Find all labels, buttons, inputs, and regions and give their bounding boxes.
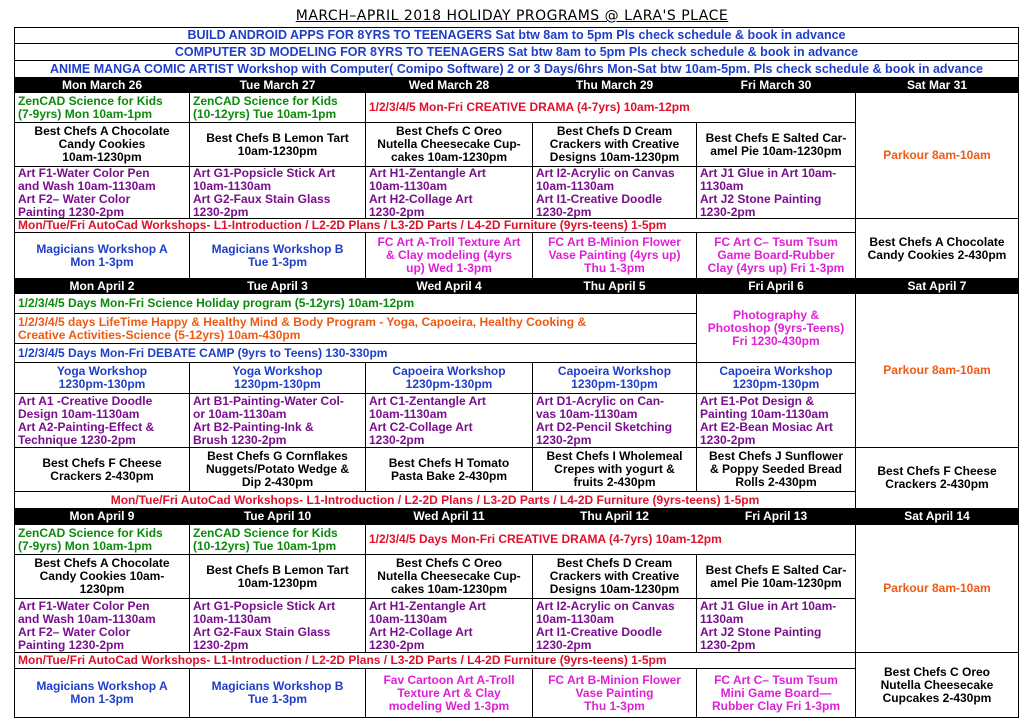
art-class-line: Painting 1230-2pm <box>18 204 125 219</box>
fav-cartoon-art-line: FC Art B-Minion Flower <box>548 672 681 687</box>
art-class-line: 1130am <box>700 178 744 193</box>
best-chefs-class-line: Best Chefs E Salted Car- <box>705 130 847 145</box>
art-class-line: Art H2-Collage Art <box>369 191 473 206</box>
best-chefs-class-line: 1230pm <box>79 582 125 596</box>
yoga-capoeira-workshop <box>14 362 190 394</box>
zencad-tue <box>189 92 366 123</box>
lifetime-program-line: Creative Activities-Science (5-12yrs) 10am-430pm <box>18 327 301 342</box>
zencad-tue-line: (10-12yrs) Tue 10am-1pm <box>193 538 337 553</box>
fav-cartoon-art <box>532 668 697 718</box>
magicians-workshop-line: Magicians Workshop B <box>211 679 344 693</box>
best-chefs-class-line: Best Chefs C Oreo <box>395 124 503 138</box>
yoga-capoeira-workshop <box>696 362 856 394</box>
fav-cartoon-art <box>532 232 697 279</box>
yoga-capoeira-workshop-line: Yoga Workshop <box>232 364 323 378</box>
art-class-line: Art E2-Bean Mosiac Art <box>700 419 833 434</box>
zencad-tue-line: ZenCAD Science for Kids <box>193 93 338 108</box>
magicians-workshop-line: Magicians Workshop A <box>36 241 168 256</box>
art-class-line: Art G1-Popsicle Stick Art <box>193 166 336 180</box>
art-class <box>189 166 366 219</box>
best-chefs-saturday-line: Candy Cookies 2-430pm <box>867 247 1007 262</box>
parkour-session: Parkour 8am-10am <box>855 92 1019 219</box>
photography-workshop-line: Photoshop (9yrs-Teens) <box>707 320 845 335</box>
art-class-line: Art F1-Water Color Pen <box>18 166 150 180</box>
art-class-line: 1230-2pm <box>536 432 592 447</box>
best-chefs-class <box>696 554 856 599</box>
art-class <box>532 598 697 653</box>
best-chefs-class-line: Best Chefs G Cornflakes <box>207 449 348 463</box>
fav-cartoon-art-line: FC Art C– Tsum Tsum <box>714 235 838 249</box>
art-class-line: Art F2– Water Color <box>18 624 131 639</box>
art-class <box>532 166 697 219</box>
page-title: MARCH–APRIL 2018 HOLIDAY PROGRAMS @ LARA'S PLACE <box>295 8 729 24</box>
banner-android: BUILD ANDROID APPS FOR 8YRS TO TEENAGERS Sat btw 8am to 5pm Pls check schedule & book in advance <box>14 27 1019 44</box>
art-class-line: and Wash 10am-1130am <box>18 611 156 626</box>
magicians-workshop-line: Magicians Workshop B <box>211 241 344 256</box>
art-class <box>696 393 856 448</box>
art-class-line: Art B1-Painting-Water Col- <box>193 393 344 408</box>
best-chefs-class-line: Best Chefs E Salted Car- <box>705 562 847 577</box>
art-class-line: or 10am-1130am <box>193 406 287 421</box>
art-class-line: Painting 1230-2pm <box>18 637 125 652</box>
fav-cartoon-art <box>365 232 533 279</box>
fav-cartoon-art-line: Vase Painting (4yrs up) <box>548 248 681 262</box>
day-header: Mon April 2 <box>14 278 190 294</box>
art-class-line: Art F1-Water Color Pen <box>18 598 150 613</box>
fav-cartoon-art-line: Vase Painting <box>575 685 654 700</box>
fav-cartoon-art-line: Thu 1-3pm <box>584 698 645 713</box>
yoga-capoeira-workshop-line: Yoga Workshop <box>56 364 148 378</box>
best-chefs-class <box>365 122 533 167</box>
best-chefs-class <box>532 122 697 167</box>
best-chefs-class-line: Pasta Bake 2-430pm <box>390 468 508 483</box>
best-chefs-class <box>189 554 366 599</box>
magicians-workshop-line: Tue 1-3pm <box>247 692 308 706</box>
art-class-line: Art G1-Popsicle Stick Art <box>193 598 336 613</box>
photography-workshop-line: Fri 1230-430pm <box>732 333 820 348</box>
magicians-workshop <box>14 232 190 279</box>
art-class-line: 10am-1130am <box>369 406 448 421</box>
best-chefs-class-line: 10am-1230pm <box>237 575 318 590</box>
art-class-line: 1230-2pm <box>536 637 592 652</box>
magicians-workshop <box>14 668 190 718</box>
best-chefs-class <box>14 447 190 492</box>
art-class-line: Art H2-Collage Art <box>369 624 473 639</box>
best-chefs-class <box>696 447 856 492</box>
fav-cartoon-art-line: Thu 1-3pm <box>584 261 645 275</box>
day-header: Tue March 27 <box>189 77 366 93</box>
fav-cartoon-art-line: & Clay modeling (4yrs <box>385 248 513 262</box>
photography-workshop-line: Photography & <box>733 307 819 322</box>
art-class-line: Art H1-Zentangle Art <box>369 166 486 180</box>
best-chefs-class-line: Crackers 2-430pm <box>50 468 154 483</box>
best-chefs-class <box>14 122 190 167</box>
art-class-line: 1230-2pm <box>193 204 249 219</box>
art-class-line: 1230-2pm <box>369 637 425 652</box>
day-header: Wed April 11 <box>365 508 533 525</box>
best-chefs-class <box>532 447 697 492</box>
autocad-workshops: Mon/Tue/Fri AutoCad Workshops- L1-Introduction / L2-2D Plans / L3-2D Parts / L4-2D Furniture (9yrs-teens) 1-5pm <box>14 218 856 233</box>
lifetime-program-line: 1/2/3/4/5 days LifeTime Happy & Healthy Mind & Body Program - Yoga, Capoeira, Healthy Cooking & <box>18 314 587 329</box>
best-chefs-class-line: Best Chefs F Cheese <box>42 455 162 470</box>
art-class-line: 1230-2pm <box>700 432 756 447</box>
debate-camp: 1/2/3/4/5 Days Mon-Fri DEBATE CAMP (9yrs to Teens) 130-330pm <box>14 343 697 363</box>
art-class-line: vas 10am-1130am <box>536 406 638 421</box>
day-header: Mon March 26 <box>14 77 190 93</box>
art-class-line: 10am-1130am <box>536 611 615 626</box>
day-header: Fri April 13 <box>696 508 856 525</box>
best-chefs-class <box>532 554 697 599</box>
fav-cartoon-art-line: modeling Wed 1-3pm <box>388 698 510 713</box>
best-chefs-class-line: Best Chefs A Chocolate <box>34 124 170 138</box>
art-class-line: 10am-1130am <box>536 178 615 193</box>
art-class-line: Design 10am-1130am <box>18 406 140 421</box>
art-class <box>696 598 856 653</box>
day-header: Wed April 4 <box>365 278 533 294</box>
zencad-mon-line: (7-9yrs) Mon 10am-1pm <box>18 538 153 553</box>
best-chefs-class-line: cakes 10am-1230pm <box>390 582 508 596</box>
fav-cartoon-art-line: FC Art C– Tsum Tsum <box>714 672 838 687</box>
art-class-line: 1230-2pm <box>536 204 592 219</box>
best-chefs-class-line: fruits 2-430pm <box>573 475 656 489</box>
best-chefs-class-line: 10am-1230pm <box>237 143 318 158</box>
best-chefs-class-line: Best Chefs C Oreo <box>395 556 503 570</box>
fav-cartoon-art-line: Rubber Clay Fri 1-3pm <box>711 698 841 713</box>
best-chefs-saturday-line: Crackers 2-430pm <box>885 477 989 491</box>
best-chefs-class-line: Designs 10am-1230pm <box>549 582 680 596</box>
art-class-line: Art H1-Zentangle Art <box>369 598 486 613</box>
fav-cartoon-art-line: Fav Cartoon Art A-Troll <box>383 672 515 687</box>
fav-cartoon-art <box>365 668 533 718</box>
best-chefs-class-line: Best Chefs H Tomato <box>388 455 510 470</box>
art-class <box>365 393 533 448</box>
best-chefs-saturday <box>855 447 1019 509</box>
zencad-mon <box>14 524 190 555</box>
best-chefs-class-line: Designs 10am-1230pm <box>549 150 680 164</box>
art-class-line: Art A2-Painting-Effect & <box>18 419 155 434</box>
yoga-capoeira-workshop-line: 1230pm-130pm <box>234 377 321 391</box>
banner-3d-modeling: COMPUTER 3D MODELING FOR 8YRS TO TEENAGERS Sat btw 8am to 5pm Pls check schedule & book in advance <box>14 43 1019 61</box>
art-class <box>189 598 366 653</box>
best-chefs-class-line: amel Pie 10am-1230pm <box>710 575 842 590</box>
art-class-line: 1230-2pm <box>369 204 425 219</box>
best-chefs-class-line: Crepes with yogurt & <box>554 462 675 476</box>
magicians-workshop-line: Mon 1-3pm <box>70 254 134 269</box>
art-class <box>14 598 190 653</box>
day-header: Thu March 29 <box>532 77 697 93</box>
art-class-line: Art J2 Stone Painting <box>700 624 822 639</box>
best-chefs-class-line: & Poppy Seeded Bread <box>709 462 843 476</box>
best-chefs-saturday <box>855 218 1019 279</box>
fav-cartoon-art-line: Mini Game Board— <box>720 685 832 700</box>
best-chefs-class-line: Nutella Cheesecake Cup- <box>377 137 521 151</box>
day-header: Sat Mar 31 <box>855 77 1019 93</box>
art-class-line: Art I1-Creative Doodle <box>536 624 663 639</box>
yoga-capoeira-workshop-line: Capoeira Workshop <box>392 364 506 378</box>
zencad-tue-line: (10-12yrs) Tue 10am-1pm <box>193 106 337 121</box>
best-chefs-class-line: Crackers with Creative <box>549 137 680 151</box>
best-chefs-class-line: Crackers with Creative <box>549 569 680 583</box>
best-chefs-class-line: Best Chefs A Chocolate <box>34 556 170 570</box>
zencad-mon-line: ZenCAD Science for Kids <box>18 93 163 108</box>
best-chefs-saturday-line: Best Chefs F Cheese <box>877 464 997 478</box>
best-chefs-saturday-line: Best Chefs A Chocolate <box>869 234 1005 249</box>
best-chefs-class-line: 10am-1230pm <box>62 150 142 164</box>
best-chefs-class-line: Best Chefs B Lemon Tart <box>206 562 349 577</box>
art-class-line: Art C1-Zentangle Art <box>369 393 486 408</box>
yoga-capoeira-workshop-line: 1230pm-130pm <box>405 377 493 391</box>
best-chefs-saturday-line: Best Chefs C Oreo <box>883 664 991 679</box>
art-class-line: Technique 1230-2pm <box>18 432 136 447</box>
art-class-line: Art C2-Collage Art <box>369 419 473 434</box>
best-chefs-class-line: Best Chefs D Cream <box>556 556 673 570</box>
art-class-line: 10am-1130am <box>193 178 272 193</box>
day-header: Thu April 5 <box>532 278 697 294</box>
best-chefs-class <box>696 122 856 167</box>
day-header: Fri April 6 <box>696 278 856 294</box>
day-header: Wed March 28 <box>365 77 533 93</box>
art-class-line: Art F2– Water Color <box>18 191 131 206</box>
best-chefs-class-line: Candy Cookies <box>58 137 146 151</box>
art-class-line: Art I2-Acrylic on Canvas <box>536 598 675 613</box>
art-class-line: Art J2 Stone Painting <box>700 191 822 206</box>
photography-workshop <box>696 293 856 363</box>
science-holiday-program: 1/2/3/4/5 Days Mon-Fri Science Holiday program (5-12yrs) 10am-12pm <box>14 293 697 314</box>
magicians-workshop-line: Mon 1-3pm <box>70 692 134 706</box>
day-header: Tue April 10 <box>189 508 366 525</box>
best-chefs-class <box>14 554 190 599</box>
best-chefs-class-line: Best Chefs B Lemon Tart <box>206 130 349 145</box>
art-class <box>532 393 697 448</box>
art-class-line: Art A1 -Creative Doodle <box>18 393 153 408</box>
magicians-workshop-line: Magicians Workshop A <box>36 679 168 693</box>
art-class <box>365 598 533 653</box>
day-header: Sat April 14 <box>855 508 1019 525</box>
best-chefs-class-line: Nutella Cheesecake Cup- <box>377 569 521 583</box>
art-class-line: and Wash 10am-1130am <box>18 178 156 193</box>
day-header: Thu April 12 <box>532 508 697 525</box>
best-chefs-class-line: Dip 2-430pm <box>241 475 314 489</box>
zencad-mon-line: (7-9yrs) Mon 10am-1pm <box>18 106 153 121</box>
day-header: Tue April 3 <box>189 278 366 294</box>
art-class-line: Painting 10am-1130am <box>700 406 829 421</box>
day-header: Sat April 7 <box>855 278 1019 294</box>
art-class-line: Art D2-Pencil Sketching <box>536 419 673 434</box>
art-class-line: Art G2-Faux Stain Glass <box>193 191 331 206</box>
best-chefs-class-line: amel Pie 10am-1230pm <box>710 143 842 158</box>
fav-cartoon-art-line: FC Art A-Troll Texture Art <box>377 235 521 249</box>
art-class-line: Art I1-Creative Doodle <box>536 191 663 206</box>
art-class-line: 10am-1130am <box>369 178 448 193</box>
art-class-line: 1230-2pm <box>193 637 249 652</box>
yoga-capoeira-workshop <box>189 362 366 394</box>
magicians-workshop <box>189 232 366 279</box>
zencad-mon-line: ZenCAD Science for Kids <box>18 525 163 540</box>
art-class <box>14 166 190 219</box>
best-chefs-class-line: cakes 10am-1230pm <box>390 150 508 164</box>
zencad-tue-line: ZenCAD Science for Kids <box>193 525 338 540</box>
art-class-line: Art J1 Glue in Art 10am- <box>700 598 837 613</box>
art-class-line: Art I2-Acrylic on Canvas <box>536 166 675 180</box>
zencad-tue <box>189 524 366 555</box>
autocad-workshops: Mon/Tue/Fri AutoCad Workshops- L1-Introduction / L2-2D Plans / L3-2D Parts / L4-2D Furniture (9yrs-teens) 1-5pm <box>14 652 856 669</box>
fav-cartoon-art <box>696 668 856 718</box>
zencad-mon <box>14 92 190 123</box>
yoga-capoeira-workshop <box>365 362 533 394</box>
best-chefs-class-line: Nuggets/Potato Wedge & <box>205 462 350 476</box>
best-chefs-class-line: Rolls 2-430pm <box>735 475 817 489</box>
fav-cartoon-art-line: Texture Art & Clay <box>397 685 501 700</box>
lifetime-program <box>14 313 697 344</box>
yoga-capoeira-workshop-line: Capoeira Workshop <box>557 364 672 378</box>
parkour-session: Parkour 8am-10am <box>855 293 1019 448</box>
art-class <box>189 393 366 448</box>
parkour-session: Parkour 8am-10am <box>855 524 1019 653</box>
best-chefs-class <box>189 447 366 492</box>
fav-cartoon-art-line: Game Board-Rubber <box>717 248 835 262</box>
best-chefs-saturday <box>855 652 1019 718</box>
best-chefs-class-line: Candy Cookies 10am- <box>39 569 165 583</box>
fav-cartoon-art <box>696 232 856 279</box>
art-class-line: Brush 1230-2pm <box>193 432 287 447</box>
fav-cartoon-art-line: FC Art B-Minion Flower <box>548 235 681 249</box>
best-chefs-class <box>365 554 533 599</box>
art-class-line: 10am-1130am <box>369 611 448 626</box>
magicians-workshop-line: Tue 1-3pm <box>247 254 308 269</box>
yoga-capoeira-workshop-line: 1230pm-130pm <box>58 377 146 391</box>
art-class-line: 10am-1130am <box>193 611 272 626</box>
creative-drama: 1/2/3/4/5 Mon-Fri CREATIVE DRAMA (4-7yrs) 10am-12pm <box>365 92 856 123</box>
art-class-line: Art G2-Faux Stain Glass <box>193 624 331 639</box>
best-chefs-class <box>365 447 533 492</box>
art-class-line: 1230-2pm <box>369 432 425 447</box>
fav-cartoon-art-line: Clay (4yrs up) Fri 1-3pm <box>707 261 845 275</box>
yoga-capoeira-workshop-line: 1230pm-130pm <box>732 377 820 391</box>
art-class-line: Art E1-Pot Design & <box>700 393 815 408</box>
best-chefs-saturday-line: Nutella Cheesecake <box>880 677 994 692</box>
magicians-workshop <box>189 668 366 718</box>
art-class <box>696 166 856 219</box>
best-chefs-class <box>189 122 366 167</box>
art-class <box>365 166 533 219</box>
best-chefs-saturday-line: Cupcakes 2-430pm <box>882 690 992 705</box>
yoga-capoeira-workshop <box>532 362 697 394</box>
art-class-line: Art D1-Acrylic on Can- <box>536 393 665 408</box>
yoga-capoeira-workshop-line: 1230pm-130pm <box>571 377 658 391</box>
banner-anime-manga: ANIME MANGA COMIC ARTIST Workshop with Computer( Comipo Software) 2 or 3 Days/6hrs Mon-Sat btw 10am-5pm. Pls check schedule & book in advance <box>14 60 1019 78</box>
best-chefs-class-line: Best Chefs I Wholemeal <box>546 449 683 463</box>
yoga-capoeira-workshop-line: Capoeira Workshop <box>719 364 833 378</box>
art-class-line: 1230-2pm <box>700 204 756 219</box>
autocad-workshops: Mon/Tue/Fri AutoCad Workshops- L1-Introduction / L2-2D Plans / L3-2D Parts / L4-2D Furniture (9yrs-teens) 1-5pm <box>14 491 856 509</box>
art-class-line: Art J1 Glue in Art 10am- <box>700 166 837 180</box>
art-class-line: 1230-2pm <box>700 637 756 652</box>
day-header: Fri March 30 <box>696 77 856 93</box>
fav-cartoon-art-line: up) Wed 1-3pm <box>406 261 492 275</box>
art-class <box>14 393 190 448</box>
art-class-line: Art B2-Painting-Ink & <box>193 419 314 434</box>
best-chefs-class-line: Best Chefs J Sunflower <box>708 449 844 463</box>
best-chefs-class-line: Best Chefs D Cream <box>556 124 673 138</box>
creative-drama: 1/2/3/4/5 Days Mon-Fri CREATIVE DRAMA (4-7yrs) 10am-12pm <box>365 524 856 555</box>
day-header: Mon April 9 <box>14 508 190 525</box>
art-class-line: 1130am <box>700 611 744 626</box>
